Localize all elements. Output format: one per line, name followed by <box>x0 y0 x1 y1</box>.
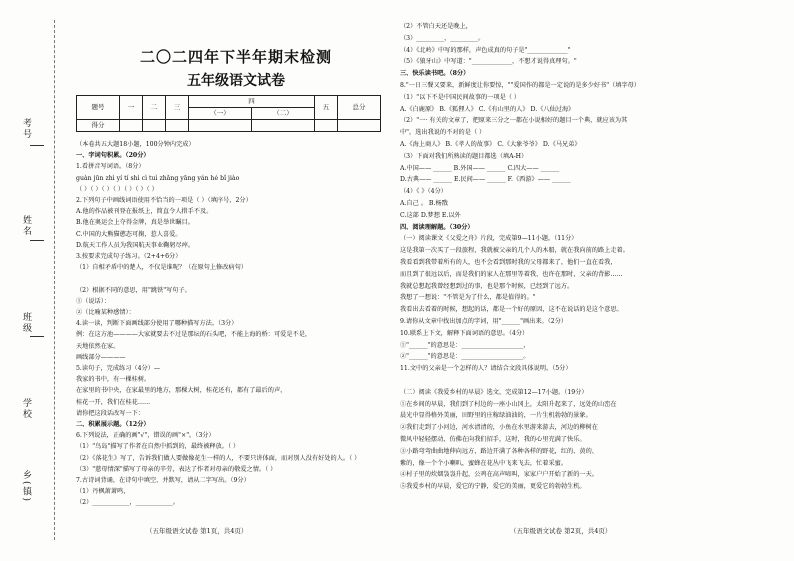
question-line: （1）丹枫萧萧鸣， <box>76 488 130 496</box>
score-header-cell: 总分 <box>337 96 380 120</box>
score-header-cell: 四 <box>189 96 315 108</box>
question-line: 例：在这方池————大家就要去不过是那坛的石头吧，不能上海的桥：可爱是不是， <box>76 331 312 339</box>
question-line: 6.下列说法，正确的画"√"，错误的画"×"。（3分） <box>76 432 215 440</box>
question-line: （3）_________，_________。 <box>400 34 485 42</box>
question-line: （2）"一· 有关的文章了，把原来三分之一都在小说相好的题目一个典，就应该为其 <box>400 117 628 125</box>
question-line: （5）《狼牙山》中写道："_____________，不想才说得真理句。" <box>400 58 577 66</box>
question-line: ③小路弯弯曲曲地伸向远方，路边开满了各种各样的野花，红的、黄的、 <box>400 447 598 455</box>
question-line: 4.读一读，判断下面画线部分使用了哪种描写方法。（3分） <box>76 320 238 328</box>
question-line: 一、字词句积累。（20分） <box>76 152 150 160</box>
question-line: 11.文中的父亲是一个怎样的人？请结合文段具体说明。（5分） <box>400 365 572 373</box>
question-line: B.他在奥运会上夺得金牌，真是举世瞩目。 <box>76 219 194 227</box>
question-line: 7.古诗词背诵，在诗句中填空、并默写，请从二字写出。（9分） <box>76 477 250 484</box>
question-line: guàn jūn zhì yí tí shì cì tuì zhǎng yāng yán hé bǐ jiào <box>76 174 240 182</box>
question-line: 8."一日三餐又要来，新鲜度让你要惊，""爱国作的都是一定说的是多少好书"（填字母） <box>400 82 641 89</box>
margin-label-township: 乡(镇) <box>21 470 31 504</box>
binding-line <box>54 20 55 540</box>
question-line: 10.联系上下文，解释下面词语的意思。（4分） <box>400 329 529 337</box>
margin-label-class: 班级 <box>21 312 31 334</box>
exam-title: 二〇二四年下半年期末检测 <box>139 48 332 66</box>
left-page <box>76 14 388 549</box>
score-table <box>76 95 381 132</box>
question-line: 在家里的书中央，在家最里的地方，那棵大树，桂花还有，都有了最后的声， <box>76 387 287 395</box>
score-header-cell: 五 <box>314 96 337 120</box>
question-line: 2.下列句子中画线词语使用不恰当的一项是（ ）（填序号，2分） <box>76 197 252 204</box>
margin-label-name: 姓名 <box>21 215 31 237</box>
question-line: （ ）（ ）（ ）（ ）（ ）（ ）（ ） <box>76 185 158 193</box>
question-line: 我就总想起我曾经想到过的事，也是那个时候，已经到了远方。 <box>400 282 574 290</box>
exam-subtitle: 五年级语文试卷 <box>187 73 285 89</box>
question-line: （2）____________，____________。 <box>76 499 179 507</box>
question-line: A.他的作品被刊登在报纸上，简直令人措手不及。 <box>76 208 213 216</box>
question-line: （2）根据不同的意思，用"跳铁"写句子。 <box>76 286 191 294</box>
question-line: （4）《 》（4分） <box>400 188 447 196</box>
question-line: （4）《北岭》中写的那样，声色成真的句子是"_____________" <box>400 46 571 54</box>
question-line: 1.看拼音写词语。（8分） <box>76 163 145 171</box>
score-header-cell: 三 <box>166 96 189 120</box>
question-line: 我看看到我带着所有的人，也不会看到那时我的父母都来了，他们一直在看我， <box>400 259 617 266</box>
question-line: ②我们走到了小河边，河水清清的，小鱼在水里游来游去，河边的柳树在 <box>400 424 598 432</box>
score-sub-cell: （一） <box>189 108 252 120</box>
question-line: 我想了一想说："不管是为了什么，都是值得的。" <box>400 294 536 302</box>
page-footer-right: （五年级语文试卷 第2页，共4页） <box>510 527 612 535</box>
question-line: 请你把这段话改写一下： <box>76 409 145 417</box>
question-line: 9.请你从文章中找出加点的字词，用"______"画出来。（2分） <box>400 318 568 325</box>
question-line: 我看出去看着的时候，想起的话，都是一个好的原因，这不在说话的是这个意思。 <box>400 306 623 314</box>
margin-label-school: 学校 <box>21 398 31 420</box>
question-line: A.《海上商人》 B.《孝人的故事》 C.《大象爷爷》 D.《马兄弟》 <box>400 141 581 148</box>
question-line: ①"______"的意思是：____________________， <box>400 341 530 349</box>
question-line: D.古典—— ______ E.民间—— ______ F.《西游》—— ______ <box>400 176 571 184</box>
question-line: 晨光中显得格外美丽，田野里的庄稼绿油油的，一片生机勃勃的景象。 <box>400 412 592 420</box>
question-line: 中"，选出我说的不对的是（ ） <box>400 129 486 137</box>
question-line: （一）阅读课文《父爱之舟》片段，完成第9—11小题。（11分） <box>400 235 578 243</box>
question-line: （1）自相矛盾中的楚人，不仅是谁呢？（在原句上修改病句） <box>76 264 247 272</box>
question-line: 紫的，像一个个小喇叭，蜜蜂在花丛中飞来飞去，忙着采蜜。 <box>400 459 568 467</box>
question-line: 三、快乐读书吧。（8分） <box>400 70 470 78</box>
binding-margin <box>0 0 70 561</box>
question-line: ②"______"的意思是：____________________。 <box>400 353 530 361</box>
question-line: （3）"慈母情深"描写了母亲的辛劳，表达了作者对母亲的敬爱之情。（ ） <box>76 465 277 473</box>
right-page <box>400 14 762 549</box>
question-line: （3）下面对我们所熟读的题目都选（填A-H） <box>400 152 528 160</box>
question-line: 桂花一开，我们在桂花…… <box>76 398 151 406</box>
question-line: ④村子里的炊烟袅袅升起，公鸡在高声啼叫，家家户户开始了新的一天。 <box>400 471 598 479</box>
question-line: A.《白鹿原》 B.《狐狸人》 C.《有山里的人》 D.《八仙过海》 <box>400 105 575 113</box>
question-line: （二）阅读《我爱乡村的早晨》选文，完成第12—17小题。（19分） <box>400 388 588 396</box>
question-line: 四、阅读理解题。（30分） <box>400 223 474 231</box>
question-line: 天地依然在家。 <box>76 342 120 350</box>
score-row-label: 得分 <box>77 120 120 132</box>
question-line: （1）"鸟岛"描写了作者在自然中抓到的，最终被释放。（ ） <box>76 443 240 451</box>
page-footer-left: （五年级语文试卷 第1页，共4页） <box>146 527 248 535</box>
question-line: 5.读句子，完成练习（4分）— <box>76 365 161 372</box>
question-line: 这是我第一次买了一段旅程，我就被父亲的几个人的木船，就在我向前的路上走着。 <box>400 247 629 255</box>
question-line: 画线部分———— <box>76 353 126 361</box>
question-line: 而且到了很远以后，而是我们的家人在那里等着我，也许在那时，父亲的背影…… <box>400 270 623 278</box>
question-line: D.航天工作人员为我国航天事业鞠躬尽瘁。 <box>76 241 195 249</box>
question-line: A.中国—— ______ B.外国—— ______ C.四大—— ______ <box>400 164 560 172</box>
question-line: ⑤我爱乡村的早晨，爱它的宁静，爱它的美丽，更爱它的勃勃生机。 <box>400 483 586 491</box>
question-line: A.自己 。 B.杨戬 <box>400 200 448 207</box>
question-line: ②（比喻某种感情）： <box>76 309 135 316</box>
question-line: 微风中轻轻摆动，仿佛在向我们招手，这时，我的心里充满了快乐。 <box>400 436 586 443</box>
question-line: ①（说话）： <box>76 297 111 305</box>
score-header-cell: 题号 <box>77 96 120 120</box>
question-line: 二、积累展示题。（12分） <box>76 421 150 428</box>
question-line: ①在乡间的早晨，我们到了村边的一座小山冈上，太阳升起来了，远处的山峦在 <box>400 400 617 408</box>
question-line: 3.按要求完成句子练习。（2+4+6分） <box>76 253 182 260</box>
score-header-cell: 一 <box>119 96 142 120</box>
question-line: 我家的书中，有一棵桂树。 <box>76 376 151 384</box>
question-line: （本卷共五大题18小题，100分钟内完成） <box>76 141 195 148</box>
question-line: （2）不管白天还是晚上， <box>400 23 472 30</box>
score-header-cell: 二 <box>143 96 166 120</box>
question-line: C.中国的大熊猫憨态可掬，惹人喜爱。 <box>76 230 182 238</box>
question-line: C.这部 D.梦想 E.以外 <box>400 211 461 219</box>
question-line: （2）《落花生》写了，告诉我们做人要做像花生一样的人，不要只讲体面，而对别人没有好处的人。（ ） <box>76 454 361 462</box>
question-line: （1）"以下不是中国民间故事的一项是（ ） <box>400 93 521 101</box>
score-sub-cell: （二） <box>251 108 314 120</box>
margin-label-exam-number: 考号 <box>21 118 31 140</box>
